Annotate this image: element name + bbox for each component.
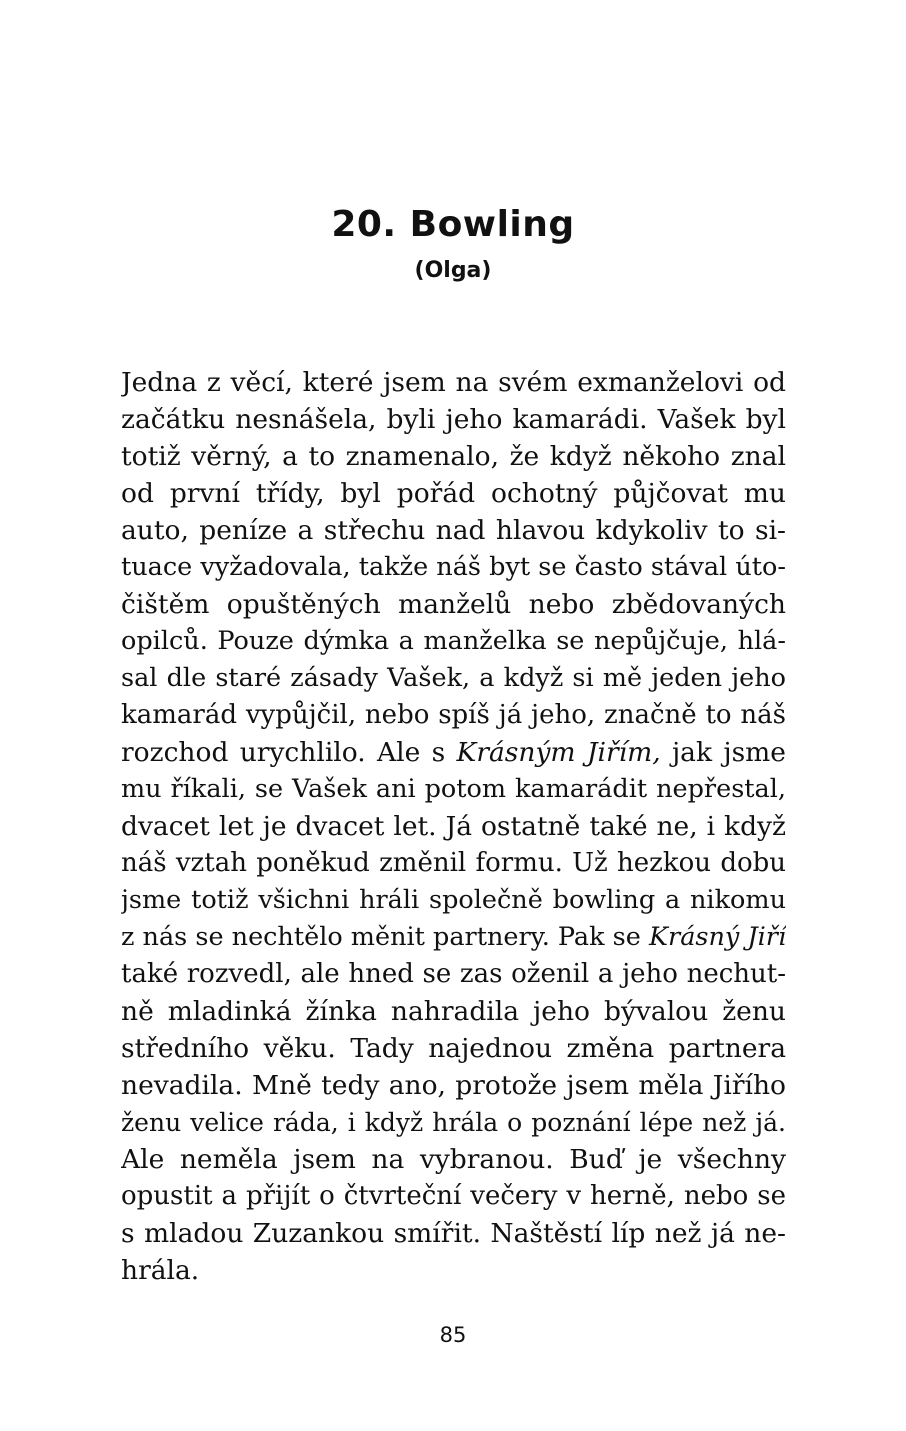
text-line xyxy=(121,401,786,438)
text-segment: ně mladinká žínka nahradila jeho bývalou ženu xyxy=(121,996,786,1027)
text-line xyxy=(121,623,786,660)
text-segment: hrála. xyxy=(121,1255,200,1286)
page-number: 85 xyxy=(439,1323,467,1347)
text-segment: auto, peníze a střechu nad hlavou kdykoliv to si- xyxy=(121,515,786,546)
text-segment: mu říkali, se Vašek ani potom kamarádit nepřestal, xyxy=(121,774,786,804)
text-line xyxy=(121,586,786,623)
chapter-subtitle: (Olga) xyxy=(414,258,492,283)
text-segment: s mladou Zuzankou smířit. Naštěstí líp než já ne- xyxy=(121,1218,786,1249)
text-line xyxy=(121,1141,786,1178)
text-segment: sal dle staré zásady Vašek, a když si mě jeden jeho xyxy=(121,663,786,693)
text-line xyxy=(121,919,786,956)
text-segment: opustit a přijít o čtvrteční večery v herně, nebo se xyxy=(121,1181,786,1211)
text-line xyxy=(121,845,786,882)
italic-name: Krásným Jiřím, xyxy=(456,737,661,768)
chapter-body-text xyxy=(121,364,786,1289)
text-segment: jsme totiž všichni hráli společně bowling a nikomu xyxy=(121,885,786,915)
text-line xyxy=(121,1178,786,1215)
text-line xyxy=(121,993,786,1030)
text-segment: čištěm opuštěných manželů nebo zbědovaných xyxy=(121,589,786,620)
text-line xyxy=(121,660,786,697)
text-line xyxy=(121,956,786,993)
text-segment: také rozvedl, ale hned se zas oženil a jeho nechut- xyxy=(121,959,786,989)
text-line xyxy=(121,808,786,845)
text-segment: opilců. Pouze dýmka a manželka se nepůjčuje, hlá- xyxy=(121,626,786,656)
text-segment: od první třídy, byl pořád ochotný půjčovat mu xyxy=(121,478,786,509)
text-segment: rozchod urychlilo. Ale s xyxy=(121,737,457,768)
text-segment: začátku nesnášela, byli jeho kamarádi. Vašek byl xyxy=(121,404,786,435)
text-segment: totiž věrný, a to znamenalo, že když někoho znal xyxy=(121,441,786,472)
text-line xyxy=(121,549,786,586)
text-segment: ženu velice ráda, i když hrála o poznání lépe než já. xyxy=(121,1108,786,1137)
text-line xyxy=(121,882,786,919)
text-segment: náš vztah poněkud změnil formu. Už hezkou dobu xyxy=(121,848,786,878)
chapter-title: 20. Bowling xyxy=(331,204,575,245)
text-segment: nevadila. Mně tedy ano, protože jsem měla Jiřího xyxy=(121,1070,786,1101)
text-segment: kamarád vypůjčil, nebo spíš já jeho, značně to náš xyxy=(121,700,786,730)
text-line xyxy=(121,1252,786,1289)
text-segment: jak jsme xyxy=(660,737,786,768)
text-segment: tuace vyžadovala, takže náš byt se často stával úto- xyxy=(121,552,786,582)
text-line xyxy=(121,1030,786,1067)
text-line xyxy=(121,1215,786,1252)
text-line xyxy=(121,512,786,549)
text-line xyxy=(121,734,786,771)
text-segment: dvacet let je dvacet let. Já ostatně také ne, i když xyxy=(121,811,786,842)
text-line xyxy=(121,1104,786,1141)
text-line xyxy=(121,697,786,734)
italic-name: Krásný Jiří xyxy=(648,922,786,952)
text-line xyxy=(121,1067,786,1104)
text-line xyxy=(121,364,786,401)
text-line xyxy=(121,771,786,808)
text-segment: Jedna z věcí, které jsem na svém exmanželovi od xyxy=(121,367,786,398)
text-line xyxy=(121,438,786,475)
text-segment: z nás se nechtělo měnit partnery. Pak se xyxy=(121,922,649,952)
text-segment: středního věku. Tady najednou změna partnera xyxy=(121,1033,786,1064)
text-segment: Ale neměla jsem na vybranou. Buď je všechny xyxy=(121,1144,786,1175)
text-line xyxy=(121,475,786,512)
